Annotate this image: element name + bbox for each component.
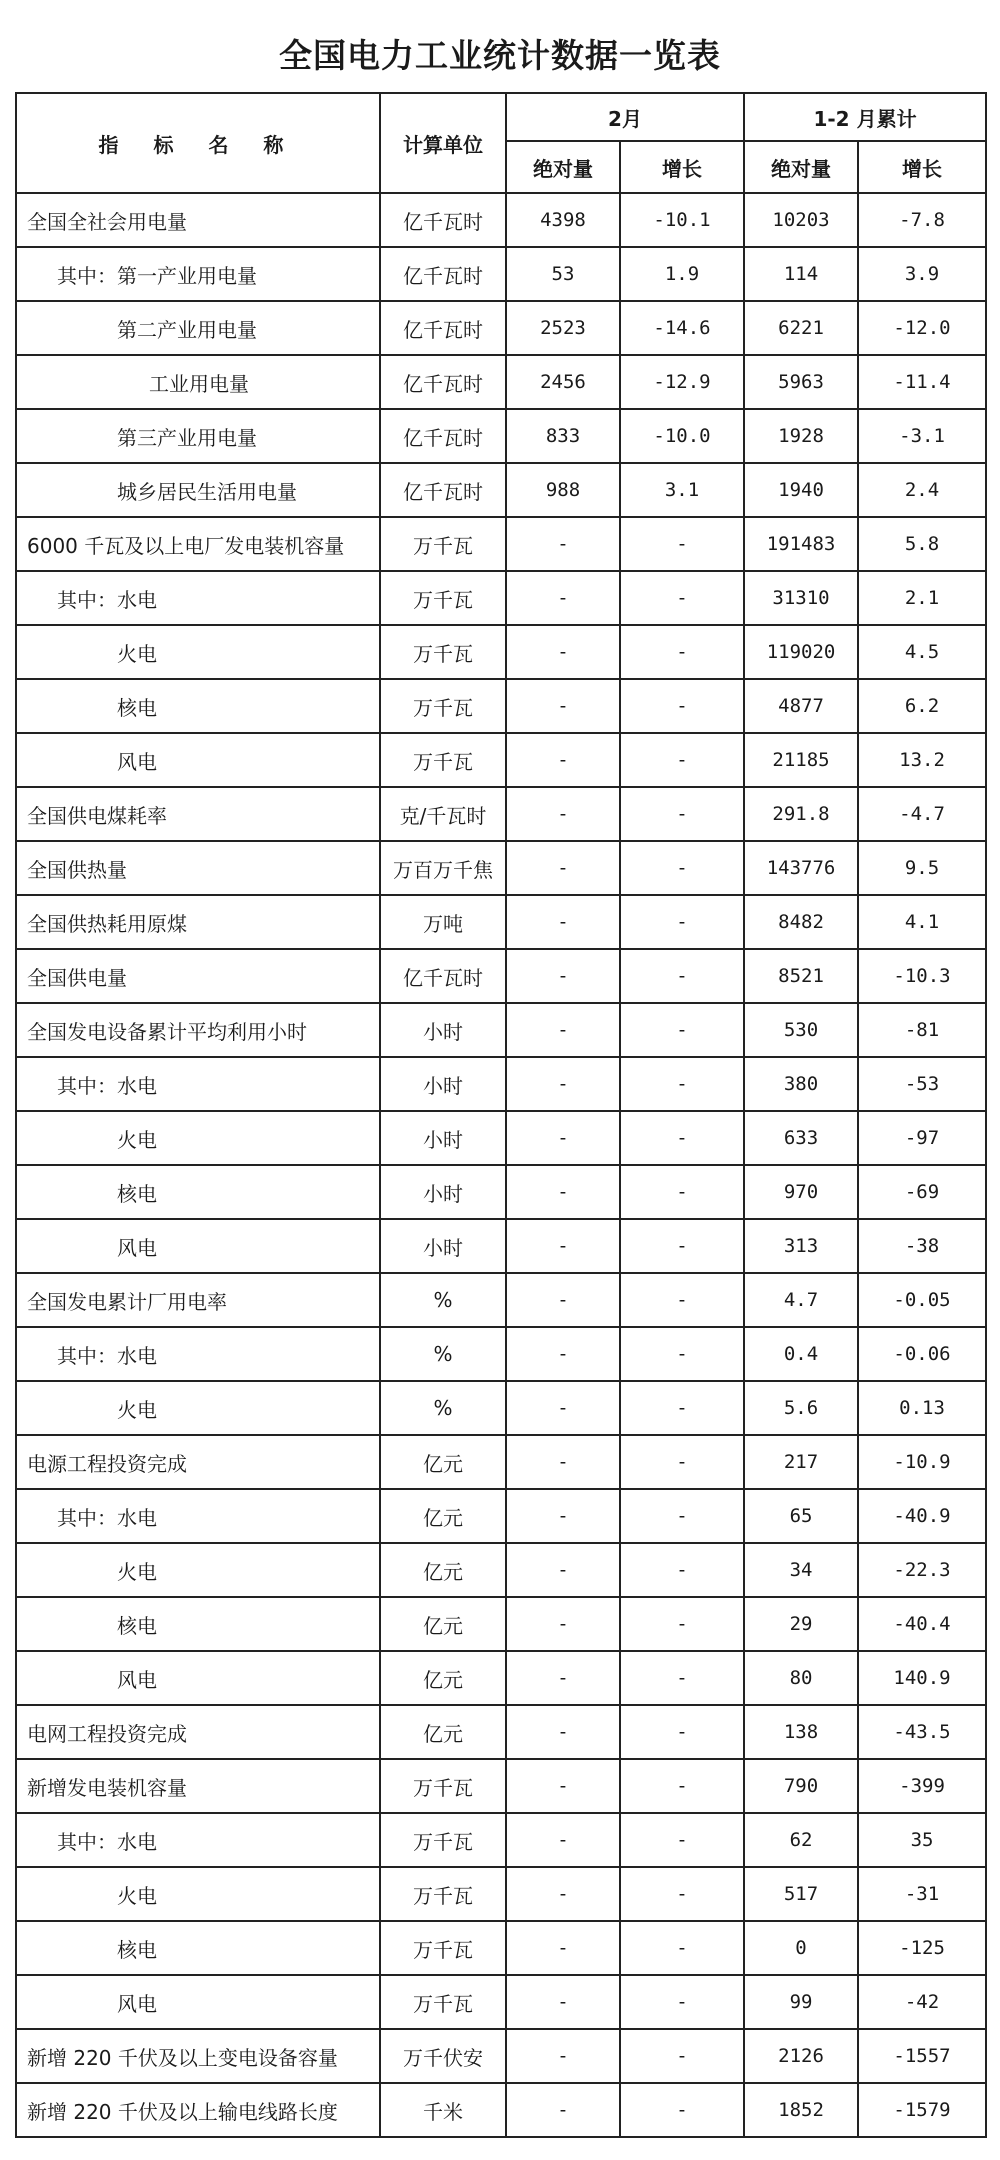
row-cum-growth-cell: -1557 xyxy=(858,2029,986,2083)
row-feb-absolute-cell: - xyxy=(506,1489,620,1543)
table-row xyxy=(16,517,986,571)
row-feb-growth-cell: -10.1 xyxy=(620,193,744,247)
row-cum-absolute-cell: 291.8 xyxy=(744,787,858,841)
row-name-cell: 其中：水电 xyxy=(16,1327,380,1381)
row-feb-growth-cell: - xyxy=(620,1921,744,1975)
row-unit-cell: 万百万千焦 xyxy=(380,841,506,895)
row-unit-cell: 小时 xyxy=(380,1165,506,1219)
row-cum-absolute-cell: 8521 xyxy=(744,949,858,1003)
row-name-cell: 全国供电量 xyxy=(16,949,380,1003)
row-name-cell: 新增 220 千伏及以上变电设备容量 xyxy=(16,2029,380,2083)
row-unit-cell: 亿元 xyxy=(380,1597,506,1651)
row-unit-cell: % xyxy=(380,1327,506,1381)
row-feb-growth-cell: -10.0 xyxy=(620,409,744,463)
row-cum-growth-cell: 4.1 xyxy=(858,895,986,949)
row-cum-growth-cell: -53 xyxy=(858,1057,986,1111)
row-cum-growth-cell: 2.4 xyxy=(858,463,986,517)
row-feb-growth-cell: - xyxy=(620,1597,744,1651)
row-unit-cell: 万千瓦 xyxy=(380,1867,506,1921)
row-cum-absolute-cell: 1940 xyxy=(744,463,858,517)
row-feb-growth-cell: - xyxy=(620,1813,744,1867)
row-cum-growth-cell: 140.9 xyxy=(858,1651,986,1705)
row-feb-absolute-cell: 988 xyxy=(506,463,620,517)
table-row xyxy=(16,1867,986,1921)
row-name-cell: 火电 xyxy=(16,1867,380,1921)
row-feb-absolute-cell: - xyxy=(506,1327,620,1381)
table-row xyxy=(16,679,986,733)
row-cum-growth-cell: -125 xyxy=(858,1921,986,1975)
row-cum-growth-cell: 9.5 xyxy=(858,841,986,895)
row-name-cell: 其中：水电 xyxy=(16,1813,380,1867)
row-feb-growth-cell: - xyxy=(620,517,744,571)
row-unit-cell: 亿千瓦时 xyxy=(380,355,506,409)
header-feb: 2月 xyxy=(506,93,744,141)
table-row xyxy=(16,1435,986,1489)
row-name-cell: 第三产业用电量 xyxy=(16,409,380,463)
row-cum-growth-cell: -399 xyxy=(858,1759,986,1813)
row-unit-cell: 小时 xyxy=(380,1003,506,1057)
page-title: 全国电力工业统计数据一览表 xyxy=(279,36,721,75)
row-unit-cell: 亿千瓦时 xyxy=(380,949,506,1003)
row-unit-cell: 万千瓦 xyxy=(380,733,506,787)
row-unit-cell: 亿千瓦时 xyxy=(380,409,506,463)
row-cum-absolute-cell: 1928 xyxy=(744,409,858,463)
row-name-cell: 风电 xyxy=(16,1975,380,2029)
row-cum-absolute-cell: 191483 xyxy=(744,517,858,571)
row-unit-cell: 亿元 xyxy=(380,1651,506,1705)
row-name-cell: 其中：水电 xyxy=(16,571,380,625)
table-row xyxy=(16,1651,986,1705)
row-feb-growth-cell: -12.9 xyxy=(620,355,744,409)
row-unit-cell: 小时 xyxy=(380,1057,506,1111)
row-unit-cell: 万千瓦 xyxy=(380,1975,506,2029)
header-row-top xyxy=(16,93,986,141)
row-cum-absolute-cell: 313 xyxy=(744,1219,858,1273)
row-feb-growth-cell: -14.6 xyxy=(620,301,744,355)
row-feb-absolute-cell: - xyxy=(506,1111,620,1165)
row-cum-growth-cell: 2.1 xyxy=(858,571,986,625)
row-unit-cell: 万千伏安 xyxy=(380,2029,506,2083)
row-feb-growth-cell: - xyxy=(620,625,744,679)
row-name-cell: 其中：水电 xyxy=(16,1489,380,1543)
table-row xyxy=(16,1381,986,1435)
row-unit-cell: 亿千瓦时 xyxy=(380,463,506,517)
row-name-cell: 火电 xyxy=(16,1381,380,1435)
table-row xyxy=(16,625,986,679)
row-feb-growth-cell: - xyxy=(620,1975,744,2029)
row-cum-absolute-cell: 970 xyxy=(744,1165,858,1219)
row-unit-cell: 千米 xyxy=(380,2083,506,2137)
row-cum-growth-cell: 5.8 xyxy=(858,517,986,571)
table-row xyxy=(16,1705,986,1759)
row-feb-growth-cell: - xyxy=(620,1273,744,1327)
row-cum-growth-cell: -1579 xyxy=(858,2083,986,2137)
table-row xyxy=(16,1813,986,1867)
row-cum-absolute-cell: 633 xyxy=(744,1111,858,1165)
row-unit-cell: 万千瓦 xyxy=(380,679,506,733)
row-feb-absolute-cell: - xyxy=(506,1273,620,1327)
table-row xyxy=(16,571,986,625)
row-feb-growth-cell: - xyxy=(620,1111,744,1165)
row-feb-growth-cell: - xyxy=(620,1003,744,1057)
header-feb-growth: 增长 xyxy=(620,141,744,193)
statistics-table xyxy=(15,92,987,2138)
row-feb-growth-cell: - xyxy=(620,1705,744,1759)
table-row xyxy=(16,787,986,841)
row-feb-absolute-cell: - xyxy=(506,679,620,733)
row-feb-absolute-cell: 833 xyxy=(506,409,620,463)
row-name-cell: 全国发电设备累计平均利用小时 xyxy=(16,1003,380,1057)
row-name-cell: 全国供热量 xyxy=(16,841,380,895)
row-feb-growth-cell: - xyxy=(620,895,744,949)
row-cum-growth-cell: 0.13 xyxy=(858,1381,986,1435)
row-feb-absolute-cell: 2523 xyxy=(506,301,620,355)
row-unit-cell: 小时 xyxy=(380,1219,506,1273)
row-name-cell: 其中：第一产业用电量 xyxy=(16,247,380,301)
row-feb-absolute-cell: 2456 xyxy=(506,355,620,409)
row-feb-growth-cell: - xyxy=(620,2083,744,2137)
table-row xyxy=(16,1543,986,1597)
row-cum-absolute-cell: 1852 xyxy=(744,2083,858,2137)
row-name-cell: 核电 xyxy=(16,1165,380,1219)
row-cum-absolute-cell: 114 xyxy=(744,247,858,301)
row-feb-absolute-cell: - xyxy=(506,1597,620,1651)
row-feb-absolute-cell: - xyxy=(506,1759,620,1813)
row-cum-absolute-cell: 119020 xyxy=(744,625,858,679)
row-name-cell: 火电 xyxy=(16,625,380,679)
row-name-cell: 其中：水电 xyxy=(16,1057,380,1111)
row-feb-growth-cell: - xyxy=(620,949,744,1003)
row-name-cell: 风电 xyxy=(16,1219,380,1273)
row-cum-absolute-cell: 10203 xyxy=(744,193,858,247)
row-cum-absolute-cell: 5.6 xyxy=(744,1381,858,1435)
row-feb-absolute-cell: 4398 xyxy=(506,193,620,247)
row-unit-cell: 亿千瓦时 xyxy=(380,193,506,247)
row-cum-growth-cell: 3.9 xyxy=(858,247,986,301)
row-cum-growth-cell: -97 xyxy=(858,1111,986,1165)
row-feb-absolute-cell: - xyxy=(506,2083,620,2137)
row-unit-cell: 亿元 xyxy=(380,1543,506,1597)
row-cum-absolute-cell: 31310 xyxy=(744,571,858,625)
row-cum-growth-cell: -42 xyxy=(858,1975,986,2029)
table-row xyxy=(16,301,986,355)
row-name-cell: 全国全社会用电量 xyxy=(16,193,380,247)
row-feb-absolute-cell: - xyxy=(506,1867,620,1921)
row-name-cell: 第二产业用电量 xyxy=(16,301,380,355)
row-feb-absolute-cell: - xyxy=(506,1813,620,1867)
row-feb-absolute-cell: - xyxy=(506,1219,620,1273)
row-cum-absolute-cell: 217 xyxy=(744,1435,858,1489)
row-feb-absolute-cell: - xyxy=(506,949,620,1003)
row-cum-absolute-cell: 80 xyxy=(744,1651,858,1705)
row-cum-growth-cell: -12.0 xyxy=(858,301,986,355)
row-feb-absolute-cell: - xyxy=(506,2029,620,2083)
table-row xyxy=(16,1759,986,1813)
table-row xyxy=(16,949,986,1003)
row-cum-absolute-cell: 530 xyxy=(744,1003,858,1057)
row-name-cell: 全国供电煤耗率 xyxy=(16,787,380,841)
table-row xyxy=(16,2083,986,2137)
row-cum-growth-cell: -4.7 xyxy=(858,787,986,841)
row-unit-cell: 小时 xyxy=(380,1111,506,1165)
row-name-cell: 全国供热耗用原煤 xyxy=(16,895,380,949)
row-feb-absolute-cell: - xyxy=(506,1381,620,1435)
row-feb-growth-cell: - xyxy=(620,1651,744,1705)
row-cum-absolute-cell: 380 xyxy=(744,1057,858,1111)
row-feb-absolute-cell: - xyxy=(506,1165,620,1219)
row-name-cell: 城乡居民生活用电量 xyxy=(16,463,380,517)
row-cum-growth-cell: -40.9 xyxy=(858,1489,986,1543)
row-feb-absolute-cell: - xyxy=(506,1705,620,1759)
header-cum-growth: 增长 xyxy=(858,141,986,193)
row-cum-absolute-cell: 6221 xyxy=(744,301,858,355)
table-header xyxy=(16,93,986,193)
table-row xyxy=(16,1273,986,1327)
row-name-cell: 电网工程投资完成 xyxy=(16,1705,380,1759)
row-unit-cell: 万千瓦 xyxy=(380,625,506,679)
row-feb-absolute-cell: - xyxy=(506,787,620,841)
row-name-cell: 风电 xyxy=(16,733,380,787)
row-unit-cell: % xyxy=(380,1381,506,1435)
row-feb-growth-cell: - xyxy=(620,1489,744,1543)
table-row xyxy=(16,247,986,301)
table-row xyxy=(16,1057,986,1111)
row-name-cell: 新增 220 千伏及以上输电线路长度 xyxy=(16,2083,380,2137)
table-row xyxy=(16,1597,986,1651)
row-cum-absolute-cell: 0.4 xyxy=(744,1327,858,1381)
row-name-cell: 风电 xyxy=(16,1651,380,1705)
header-unit: 计算单位 xyxy=(380,93,506,193)
row-cum-growth-cell: -81 xyxy=(858,1003,986,1057)
row-feb-absolute-cell: - xyxy=(506,1003,620,1057)
header-indicator: 指 标 名 称 xyxy=(16,93,380,193)
row-feb-growth-cell: - xyxy=(620,1057,744,1111)
row-cum-absolute-cell: 2126 xyxy=(744,2029,858,2083)
row-cum-absolute-cell: 62 xyxy=(744,1813,858,1867)
row-cum-growth-cell: -31 xyxy=(858,1867,986,1921)
row-cum-growth-cell: -38 xyxy=(858,1219,986,1273)
row-feb-absolute-cell: - xyxy=(506,733,620,787)
table-row xyxy=(16,895,986,949)
row-unit-cell: 亿元 xyxy=(380,1435,506,1489)
row-feb-absolute-cell: - xyxy=(506,1057,620,1111)
row-feb-growth-cell: - xyxy=(620,679,744,733)
row-feb-growth-cell: 1.9 xyxy=(620,247,744,301)
row-name-cell: 核电 xyxy=(16,1921,380,1975)
row-cum-absolute-cell: 4877 xyxy=(744,679,858,733)
row-feb-growth-cell: - xyxy=(620,1327,744,1381)
row-cum-absolute-cell: 8482 xyxy=(744,895,858,949)
row-unit-cell: 万千瓦 xyxy=(380,571,506,625)
table-row xyxy=(16,1111,986,1165)
row-unit-cell: 万千瓦 xyxy=(380,1921,506,1975)
row-cum-growth-cell: -0.06 xyxy=(858,1327,986,1381)
row-cum-growth-cell: -3.1 xyxy=(858,409,986,463)
row-cum-absolute-cell: 517 xyxy=(744,1867,858,1921)
row-name-cell: 电源工程投资完成 xyxy=(16,1435,380,1489)
row-cum-absolute-cell: 29 xyxy=(744,1597,858,1651)
row-cum-absolute-cell: 99 xyxy=(744,1975,858,2029)
table-row xyxy=(16,841,986,895)
table-row xyxy=(16,1327,986,1381)
header-cum-absolute: 绝对量 xyxy=(744,141,858,193)
row-feb-absolute-cell: - xyxy=(506,1651,620,1705)
row-unit-cell: 万千瓦 xyxy=(380,517,506,571)
row-feb-growth-cell: - xyxy=(620,787,744,841)
row-cum-absolute-cell: 790 xyxy=(744,1759,858,1813)
header-feb-absolute: 绝对量 xyxy=(506,141,620,193)
row-unit-cell: 克/千瓦时 xyxy=(380,787,506,841)
table-row xyxy=(16,409,986,463)
row-cum-growth-cell: -10.9 xyxy=(858,1435,986,1489)
row-feb-growth-cell: - xyxy=(620,1165,744,1219)
row-cum-growth-cell: -69 xyxy=(858,1165,986,1219)
table-row xyxy=(16,1489,986,1543)
row-cum-absolute-cell: 34 xyxy=(744,1543,858,1597)
row-feb-growth-cell: - xyxy=(620,571,744,625)
table-row xyxy=(16,355,986,409)
row-cum-absolute-cell: 4.7 xyxy=(744,1273,858,1327)
row-cum-growth-cell: -43.5 xyxy=(858,1705,986,1759)
row-cum-absolute-cell: 5963 xyxy=(744,355,858,409)
row-name-cell: 火电 xyxy=(16,1543,380,1597)
row-cum-growth-cell: 35 xyxy=(858,1813,986,1867)
row-feb-growth-cell: - xyxy=(620,2029,744,2083)
row-unit-cell: 万千瓦 xyxy=(380,1813,506,1867)
row-feb-absolute-cell: - xyxy=(506,1435,620,1489)
row-feb-growth-cell: - xyxy=(620,1867,744,1921)
table-row xyxy=(16,193,986,247)
row-cum-growth-cell: 6.2 xyxy=(858,679,986,733)
table-row xyxy=(16,1003,986,1057)
row-feb-growth-cell: 3.1 xyxy=(620,463,744,517)
table-row xyxy=(16,2029,986,2083)
table-row xyxy=(16,1921,986,1975)
row-feb-absolute-cell: - xyxy=(506,1975,620,2029)
table-row xyxy=(16,1219,986,1273)
table-row xyxy=(16,1975,986,2029)
row-feb-growth-cell: - xyxy=(620,1219,744,1273)
row-cum-growth-cell: -7.8 xyxy=(858,193,986,247)
row-feb-absolute-cell: - xyxy=(506,1543,620,1597)
row-cum-absolute-cell: 0 xyxy=(744,1921,858,1975)
row-feb-absolute-cell: - xyxy=(506,517,620,571)
table-row xyxy=(16,1165,986,1219)
row-cum-growth-cell: -40.4 xyxy=(858,1597,986,1651)
row-cum-absolute-cell: 65 xyxy=(744,1489,858,1543)
row-cum-absolute-cell: 143776 xyxy=(744,841,858,895)
table-body xyxy=(16,193,986,2137)
row-feb-growth-cell: - xyxy=(620,1381,744,1435)
row-cum-absolute-cell: 21185 xyxy=(744,733,858,787)
row-cum-absolute-cell: 138 xyxy=(744,1705,858,1759)
row-cum-growth-cell: 13.2 xyxy=(858,733,986,787)
row-feb-growth-cell: - xyxy=(620,733,744,787)
row-unit-cell: 亿千瓦时 xyxy=(380,301,506,355)
row-feb-absolute-cell: - xyxy=(506,895,620,949)
row-name-cell: 核电 xyxy=(16,1597,380,1651)
row-feb-growth-cell: - xyxy=(620,1543,744,1597)
row-feb-absolute-cell: 53 xyxy=(506,247,620,301)
row-feb-growth-cell: - xyxy=(620,1759,744,1813)
row-feb-absolute-cell: - xyxy=(506,1921,620,1975)
row-feb-growth-cell: - xyxy=(620,1435,744,1489)
header-cumulative: 1-2 月累计 xyxy=(744,93,986,141)
row-unit-cell: % xyxy=(380,1273,506,1327)
row-feb-absolute-cell: - xyxy=(506,625,620,679)
table-row xyxy=(16,733,986,787)
row-unit-cell: 亿元 xyxy=(380,1705,506,1759)
table-row xyxy=(16,463,986,517)
row-name-cell: 工业用电量 xyxy=(16,355,380,409)
row-feb-growth-cell: - xyxy=(620,841,744,895)
row-name-cell: 全国发电累计厂用电率 xyxy=(16,1273,380,1327)
row-unit-cell: 万千瓦 xyxy=(380,1759,506,1813)
row-unit-cell: 亿元 xyxy=(380,1489,506,1543)
row-cum-growth-cell: -22.3 xyxy=(858,1543,986,1597)
row-unit-cell: 万吨 xyxy=(380,895,506,949)
row-cum-growth-cell: 4.5 xyxy=(858,625,986,679)
row-cum-growth-cell: -0.05 xyxy=(858,1273,986,1327)
row-feb-absolute-cell: - xyxy=(506,571,620,625)
row-cum-growth-cell: -11.4 xyxy=(858,355,986,409)
row-name-cell: 新增发电装机容量 xyxy=(16,1759,380,1813)
row-feb-absolute-cell: - xyxy=(506,841,620,895)
row-name-cell: 火电 xyxy=(16,1111,380,1165)
row-name-cell: 核电 xyxy=(16,679,380,733)
row-unit-cell: 亿千瓦时 xyxy=(380,247,506,301)
row-name-cell: 6000 千瓦及以上电厂发电装机容量 xyxy=(16,517,380,571)
row-cum-growth-cell: -10.3 xyxy=(858,949,986,1003)
